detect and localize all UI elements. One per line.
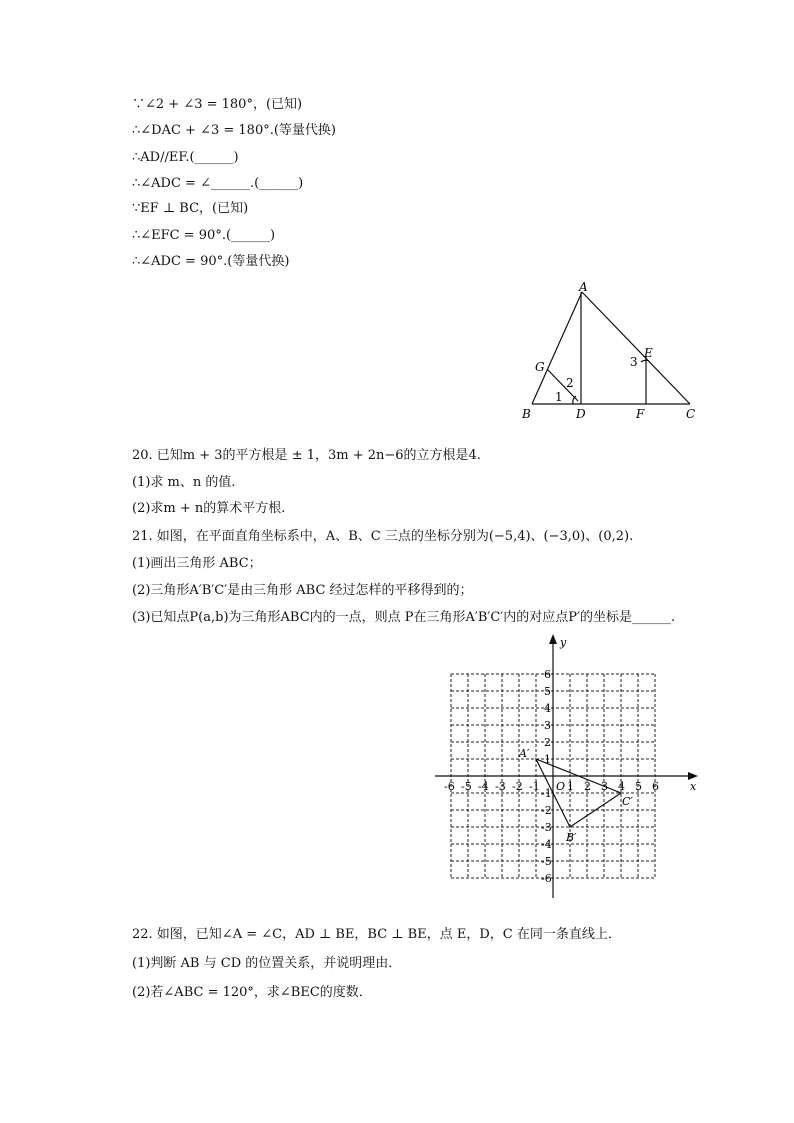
x-tick-label: -5 — [461, 780, 472, 793]
y-tick-label: -3 — [541, 821, 552, 834]
angle-label-1: 1 — [555, 390, 563, 404]
proof-line-5: ∵EF ⊥ BC，(已知) — [132, 201, 249, 216]
label-B: B — [522, 407, 531, 421]
proof-line-1: ∵∠2 + ∠3 = 180°，(已知) — [132, 97, 303, 112]
angle-label-2: 2 — [566, 376, 574, 390]
x-tick-label: 4 — [618, 780, 625, 793]
x-axis-arrow — [688, 772, 698, 780]
q21-sub1: (1)画出三角形 ABC； — [132, 556, 262, 571]
y-tick-label: 2 — [544, 736, 551, 749]
angle-label-3: 3 — [630, 355, 638, 369]
coordinate-grid-figure — [420, 632, 710, 904]
y-tick-label: -6 — [541, 872, 552, 885]
x-axis-label: x — [690, 780, 697, 793]
label-A: A — [579, 280, 588, 294]
x-tick-label: 2 — [584, 780, 591, 793]
proof-line-3: ∴AD//EF.(______) — [132, 150, 239, 165]
x-tick-label: -6 — [444, 780, 455, 793]
x-tick-label: -3 — [495, 780, 506, 793]
y-tick-label: 6 — [544, 668, 551, 681]
q22-sub2: (2)若∠ABC = 120°，求∠BEC的度数． — [132, 985, 372, 1000]
x-tick-label: 3 — [601, 780, 608, 793]
y-tick-label: 3 — [544, 719, 551, 732]
origin-label: O — [556, 780, 566, 793]
label-F: F — [636, 407, 645, 421]
label-D: D — [576, 407, 586, 421]
y-tick-label: 5 — [544, 685, 551, 698]
label-G: G — [535, 360, 545, 374]
label-C: C — [686, 407, 696, 421]
x-tick-label: -1 — [529, 780, 540, 793]
q22-sub1: (1)判断 AB 与 CD 的位置关系，并说明理由． — [132, 956, 402, 971]
q21-sub2: (2)三角形A′B′C′是由三角形 ABC 经过怎样的平移得到的； — [132, 583, 473, 598]
y-axis-label: y — [560, 636, 567, 649]
y-tick-label: 1 — [544, 753, 551, 766]
q21-sub3: (3)已知点P(a,b)为三角形ABC内的一点，则点 P在三角形A′B′C′内的对应点P′的坐标是______. — [132, 610, 676, 625]
triangle-figure — [510, 278, 710, 428]
q20-sub2: (2)求m + n的算术平方根. — [132, 501, 286, 516]
x-tick-label: 5 — [635, 780, 642, 793]
proof-line-7: ∴∠ADC = 90°.(等量代换) — [132, 254, 290, 269]
y-tick-label: -1 — [541, 787, 552, 800]
y-tick-label: -5 — [541, 855, 552, 868]
label-A-prime: A′ — [519, 747, 530, 760]
q20-sub1: (1)求 m、n 的值. — [132, 475, 236, 490]
x-tick-label: 1 — [567, 780, 574, 793]
y-tick-label: -4 — [541, 838, 552, 851]
proof-line-6: ∴∠EFC = 90°.(______) — [132, 228, 276, 243]
proof-line-4: ∴∠ADC = ∠______.(______) — [132, 176, 304, 191]
x-tick-label: -4 — [478, 780, 489, 793]
x-tick-label: 6 — [652, 780, 659, 793]
y-tick-label: -2 — [541, 804, 552, 817]
label-E: E — [644, 346, 653, 360]
q20-stem: 20. 已知m + 3的平方根是 ± 1，3m + 2n−6的立方根是4. — [132, 448, 481, 463]
y-axis-arrow — [549, 634, 557, 644]
y-tick-label: 4 — [544, 702, 551, 715]
q22-stem: 22. 如图，已知∠A = ∠C，AD ⊥ BE，BC ⊥ BE，点 E，D，C 在同一条直线上． — [132, 927, 621, 942]
proof-line-2: ∴∠DAC + ∠3 = 180°.(等量代换) — [132, 123, 336, 138]
q21-stem: 21. 如图，在平面直角坐标系中，A、B、C 三点的坐标分别为(−5,4)、(−3,0)、(0,2). — [132, 529, 634, 544]
label-C-prime: C′ — [622, 795, 633, 808]
label-B-prime: B′ — [566, 831, 577, 844]
x-tick-label: -2 — [512, 780, 523, 793]
axes — [435, 640, 692, 898]
